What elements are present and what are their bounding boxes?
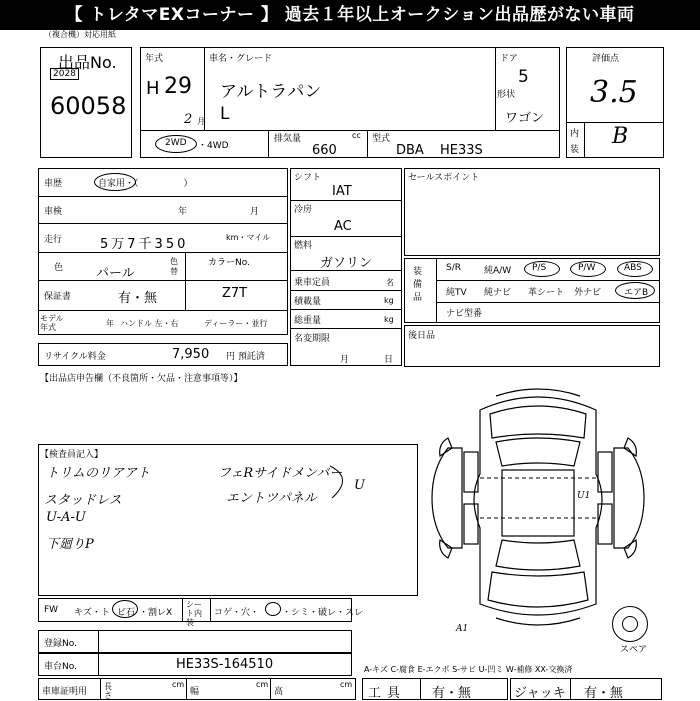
reg-expiry-day: 日 [384,355,394,365]
shift-value: IAT [332,184,352,199]
year-month-unit: 月 [197,117,205,126]
seat-label: シート内装 [186,600,202,627]
equip-leather: 革シート [528,288,565,298]
fw-text-4: ・シミ・破レ・スレ [282,608,364,618]
model-code-label: 型式 [372,134,391,144]
fw-label: FW [44,605,59,615]
interior-label-1: 内 [570,129,580,139]
history-value: 自家用・（ ） [98,179,193,189]
model-year-label: モデル年式 [40,314,64,332]
lot-stamp: 2028 [50,68,79,80]
capacity-unit: 名 [386,278,394,287]
doors-value: 5 [518,67,529,87]
model-year-unit: 年 [106,319,114,328]
tools-label: 工具 [368,686,407,701]
note-right-1: フェRサイドメンバー [218,466,343,481]
year-month: 2 [184,112,193,127]
length-label: 長さ [104,682,112,700]
chassis-value: HE33S-164510 [176,657,274,672]
drive-2wd: 2WD [165,138,187,148]
interior-label-2: 装 [570,145,580,155]
color-code-value: Z7T [222,286,248,301]
inspection-label: 車検 [44,207,63,217]
inspection-year: 年 [178,207,188,217]
color-code-label: カラーNo. [208,258,250,268]
model-name: アルトラパン [220,82,322,102]
displacement-label: 排気量 [274,134,302,144]
name-label: 車名・グレード [209,54,273,64]
note-right-2: エントツパネル [226,491,317,506]
recycle-value: 7,950 [172,347,210,362]
recycle-unit: 円 預託済 [226,352,265,362]
mileage-value: 5万7千350 [100,237,189,252]
doors-label: ドア [500,54,518,64]
spare-label: スペア [620,645,648,655]
color-value: パール [96,266,135,281]
reg-expiry-month: 月 [340,355,350,365]
score-label: 評価点 [592,54,620,64]
chassis-label: 車台No. [44,662,77,672]
capacity-label: 乗車定員 [294,278,331,288]
fw-text-2: ・割レX [139,608,173,618]
mileage-unit: km・マイル [226,233,271,242]
jack-value: 有・無 [584,686,624,701]
width-label: 幅 [190,687,200,697]
model-code-value: HE33S [440,143,483,158]
equip-navi: 純ナビ [484,288,512,298]
fuel-label: 燃料 [294,241,313,251]
color-change-label: 色替 [170,257,178,276]
sales-point-label: セールスポイント [408,173,480,183]
tools-value: 有・無 [432,686,472,701]
warranty-label: 保証書 [44,292,72,302]
equip-ps: P/S [532,263,547,273]
displacement-value: 660 [312,143,337,158]
shape-value: ワゴン [505,111,545,126]
drive-4wd: ・4WD [198,141,229,151]
dealer-value: ディーラー・並行 [204,319,268,328]
fw-text-3: コゲ・穴・ [214,608,260,618]
equip-pw: P/W [578,263,596,273]
equip-ext-navi: 外ナビ [574,288,602,298]
height-label: 高 [274,687,284,697]
warranty-value: 有・無 [118,291,158,306]
lot-number: 60058 [50,92,127,120]
ac-label: 冷房 [294,205,313,215]
height-unit: cm [340,680,353,689]
score-value: 3.5 [590,75,638,110]
inspection-month: 月 [250,207,260,217]
handle-value: ハンドル 左・右 [120,319,179,328]
fw-text-1: キズ・ト [74,608,110,618]
garage-cert-label: 車庫証明用 [42,687,88,697]
color-label: 色 [54,263,64,273]
damage-legend: A-キズ C-腐食 E-エクボ S-サビ U-凹ミ W-補修 XX-交換済 [364,665,573,674]
length-unit: cm [172,680,185,689]
weight-unit: kg [384,315,394,324]
note-right-mark: U [354,478,365,493]
note-4: 下廻りP [46,537,94,552]
registration-label: 登録No. [44,639,77,649]
post-judgment-label: 後日品 [408,331,436,341]
report-label: 【出品店申告欄（不良箇所・欠品・注意事項等）】 [40,374,243,384]
width-unit: cm [256,680,269,689]
grade-value: L [220,104,230,124]
displacement-unit: cc [352,131,361,140]
equip-abs: ABS [624,263,642,273]
sheet-type-label: （複合機）対応用紙 [44,30,116,39]
year-label: 年式 [145,54,164,64]
jack-label: ジャッキ [514,686,566,701]
equip-navi-model: ナビ型番 [446,309,483,319]
shape-label: 形状 [497,90,516,100]
note-3: U-A-U [46,510,86,525]
car-damage-diagram [418,378,658,640]
fw-circled: ビ石 [117,608,136,618]
equipment-label: 装備品 [413,267,423,303]
model-code-prefix: DBA [396,143,424,158]
note-2: スタッドレス [44,493,122,508]
fuel-value: ガソリン [320,256,373,271]
diagram-mark-a1: A1 [456,624,469,634]
equip-sr: S/R [446,263,461,273]
load-unit: kg [384,296,394,305]
shift-label: シフト [294,173,322,183]
title-banner: 【 トレタマEXコーナー 】 過去１年以上オークション出品歴がない車両 [0,0,700,30]
post-judgment-box [404,325,660,367]
reg-expiry-label: 名変期限 [294,334,331,344]
ac-value: AC [334,219,352,234]
lot-label: 出品No. [58,53,117,72]
mileage-label: 走行 [44,235,63,245]
registration-box [38,630,352,653]
load-label: 積載量 [294,297,322,307]
weight-label: 総重量 [294,316,322,326]
note-1: トリムのリアアト [46,466,151,481]
year-era: H [146,78,160,99]
equip-aw: 純A/W [484,266,512,276]
diagram-mark-u1: U1 [577,491,591,501]
year-value: 29 [164,74,192,99]
bracket-stroke [320,462,360,502]
interior-value: B [612,124,629,149]
equip-airbag: エアB [624,288,649,298]
history-label: 車歴 [44,179,63,189]
recycle-label: リサイクル料金 [44,352,106,362]
inspector-label: 【検査員記入】 [40,450,104,460]
equip-tv: 純TV [446,288,467,298]
